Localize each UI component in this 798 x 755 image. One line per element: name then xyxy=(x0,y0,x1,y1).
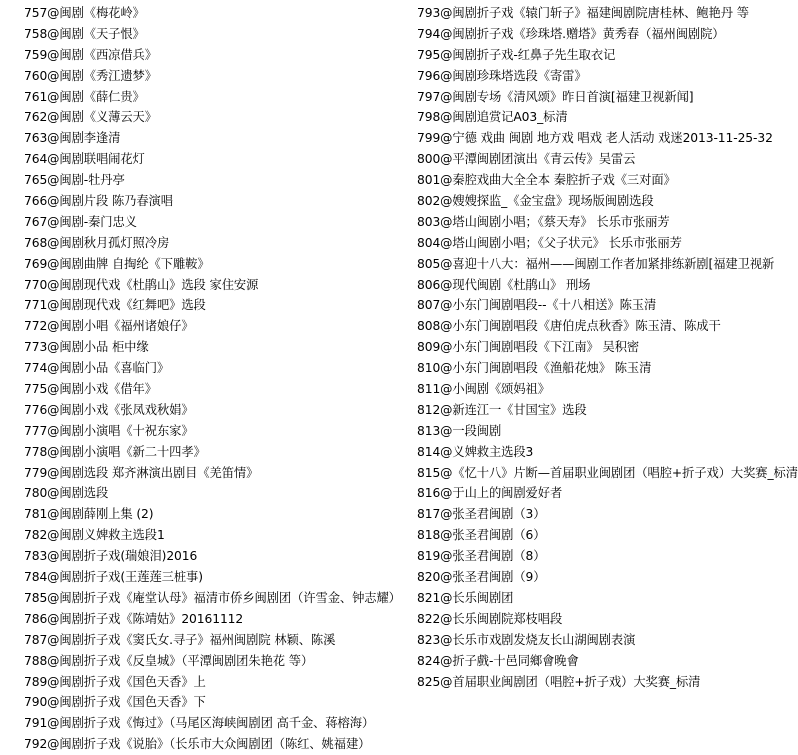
list-item: 778@闽剧小演唱《新二十四孝》 xyxy=(24,444,206,459)
list-item: 768@闽剧秋月孤灯照冷房 xyxy=(24,235,170,250)
list-item: 769@闽剧曲牌 自掏纶《下雕鞍》 xyxy=(24,256,210,271)
list-item: 794@闽剧折子戏《珍珠塔.赠塔》黄秀春（福州闽剧院） xyxy=(417,26,725,41)
list-item: 801@秦腔戏曲大全全本 秦腔折子戏《三对面》 xyxy=(417,173,676,188)
list-item: 765@闽剧-牡丹亭 xyxy=(24,173,125,188)
list-item: 809@小东门闽剧唱段《下江南》 吴积密 xyxy=(417,340,640,355)
list-item: 772@闽剧小唱《福州诸娘仔》 xyxy=(24,319,194,334)
list-item: 762@闽剧《义薄云天》 xyxy=(24,110,157,125)
list-item: 771@闽剧现代戏《红舞吧》选段 xyxy=(24,298,206,313)
list-item: 767@闽剧-秦门忠义 xyxy=(24,214,137,229)
list-item: 775@闽剧小戏《借年》 xyxy=(24,382,157,397)
list-item: 821@长乐闽剧团 xyxy=(417,590,514,605)
list-item: 803@塔山闽剧小唱；《蔡天寿》 长乐市张丽芳 xyxy=(417,214,670,229)
list-item: 760@闽剧《秀江遗梦》 xyxy=(24,68,157,83)
list-item: 789@闽剧折子戏《国色天香》上 xyxy=(24,674,206,689)
list-item: 800@平潭闽剧团演出《青云传》吴雷云 xyxy=(417,152,636,167)
list-item: 779@闽剧选段 郑齐淋演出剧目《羌笛情》 xyxy=(24,465,259,480)
list-item: 806@现代闽剧《杜鹃山》 刑场 xyxy=(417,277,591,292)
list-item: 792@闽剧折子戏《说胎》（长乐市大众闽剧团（陈红、姚福建） xyxy=(24,737,371,752)
list-item: 787@闽剧折子戏《窦氏女.寻子》福州闽剧院 林颖、陈溪 xyxy=(24,632,336,647)
list-item: 804@塔山闽剧小唱；《父子状元》 长乐市张丽芳 xyxy=(417,235,682,250)
list-item: 788@闽剧折子戏《反皇城》（平潭闽剧团朱艳花 等） xyxy=(24,653,314,668)
list-item: 773@闽剧小品 柜中缘 xyxy=(24,340,149,355)
list-item: 802@嫂嫂探监_《金宝盘》现场版闽剧选段 xyxy=(417,194,654,209)
list-item: 764@闽剧联唱闹花灯 xyxy=(24,152,145,167)
list-item: 790@闽剧折子戏《国色天香》下 xyxy=(24,695,206,710)
list-item: 780@闽剧选段 xyxy=(24,486,109,501)
left-column-list xyxy=(24,3,410,755)
list-item: 796@闽剧珍珠塔选段《寄雷》 xyxy=(417,68,587,83)
list-item: 808@小东门闽剧唱段《唐伯虎点秋香》陈玉清、陈成干 xyxy=(417,319,721,334)
list-item: 791@闽剧折子戏《悔过》（马尾区海峡闽剧团 高千金、蒋榕海） xyxy=(24,716,375,731)
list-item: 814@义婢救主选段3 xyxy=(417,444,534,459)
list-item: 810@小东门闽剧唱段《渔船花烛》 陈玉清 xyxy=(417,361,652,376)
right-column-list xyxy=(417,3,798,692)
list-item: 782@闽剧义婢救主选段1 xyxy=(24,528,165,543)
list-item: 816@于山上的闽剧爱好者 xyxy=(417,486,563,501)
list-item: 774@闽剧小品《喜临门》 xyxy=(24,361,170,376)
list-item: 807@小东门闽剧唱段--《十八相送》陈玉清 xyxy=(417,298,657,313)
list-item: 785@闽剧折子戏《庵堂认母》福清市侨乡闽剧团（许雪金、钟志耀） xyxy=(24,590,401,605)
list-item: 818@张圣君闽剧（6） xyxy=(417,528,546,543)
list-item: 766@闽剧片段 陈乃春演唱 xyxy=(24,194,173,209)
list-item: 757@闽剧《梅花岭》 xyxy=(24,6,145,20)
list-item: 813@一段闽剧 xyxy=(417,423,502,438)
list-item: 781@闽剧薛刚上集 (2) xyxy=(24,507,154,522)
list-item: 825@首届职业闽剧团（唱腔+折子戏）大奖赛_标清 xyxy=(417,674,701,689)
list-item: 812@新连江一《甘国宝》选段 xyxy=(417,402,587,417)
list-item: 819@张圣君闽剧（8） xyxy=(417,549,546,564)
list-item: 763@闽剧李逢清 xyxy=(24,131,121,146)
list-item: 793@闽剧折子戏《辕门斩子》福建闽剧院唐桂林、鲍艳丹 等 xyxy=(417,6,749,20)
list-item: 783@闽剧折子戏(瑞娘泪)2016 xyxy=(24,549,198,564)
list-item: 824@折子戲-十邑同鄉會晚會 xyxy=(417,653,579,668)
list-item: 805@喜迎十八大：福州——闽剧工作者加紧排练新剧[福建卫视新 xyxy=(417,256,775,271)
list-item: 815@《忆十八》片断—首届职业闽剧团（唱腔+折子戏）大奖赛_标清 xyxy=(417,465,798,480)
list-item: 777@闽剧小演唱《十祝东家》 xyxy=(24,423,194,438)
list-item: 770@闽剧现代戏《杜鹃山》选段 家住安源 xyxy=(24,277,259,292)
list-item: 758@闽剧《天子恨》 xyxy=(24,26,145,41)
list-item: 759@闽剧《西凉借兵》 xyxy=(24,47,157,62)
list-item: 799@宁德 戏曲 闽剧 地方戏 唱戏 老人活动 戏迷2013-11-25-32 xyxy=(417,131,773,146)
list-item: 786@闽剧折子戏《陈靖姑》20161112 xyxy=(24,611,244,626)
list-item: 776@闽剧小戏《张凤戏秋娟》 xyxy=(24,402,194,417)
list-item: 823@长乐市戏剧发烧友长山湖闽剧表演 xyxy=(417,632,636,647)
list-item: 761@闽剧《薛仁贵》 xyxy=(24,89,145,104)
list-item: 817@张圣君闽剧（3） xyxy=(417,507,546,522)
list-item: 797@闽剧专场《清风颂》昨日首演[福建卫视新闻] xyxy=(417,89,694,104)
list-item: 811@小闽剧《颂妈祖》 xyxy=(417,382,550,397)
list-item: 798@闽剧追赏记A03_标清 xyxy=(417,110,568,125)
list-item: 822@长乐闽剧院郑枝唱段 xyxy=(417,611,563,626)
list-item: 795@闽剧折子戏-红鼻子先生取衣记 xyxy=(417,47,616,62)
list-item: 784@闽剧折子戏(王莲莲三桩事) xyxy=(24,570,203,585)
list-item: 820@张圣君闽剧（9） xyxy=(417,570,546,585)
